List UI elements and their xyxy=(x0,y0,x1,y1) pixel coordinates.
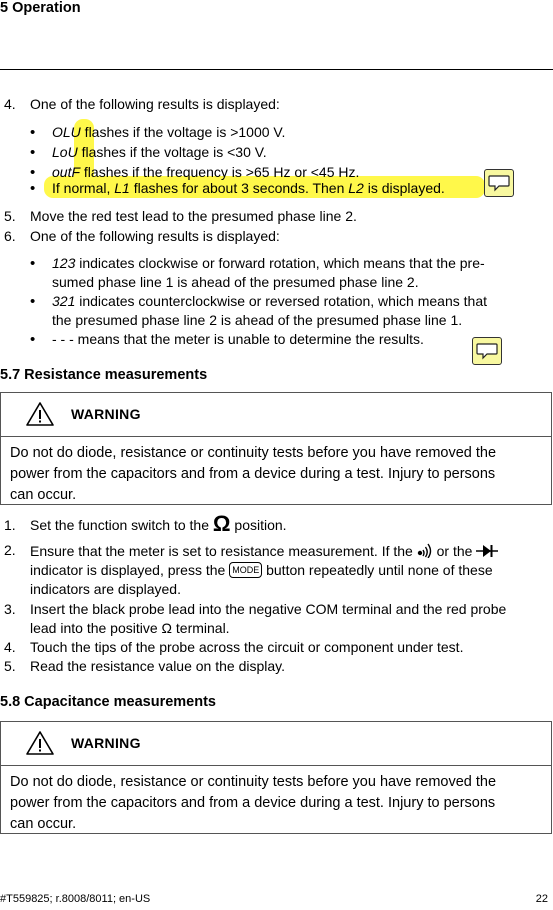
list-item-continuation: sumed phase line 1 is ahead of the presumed phase line 2. xyxy=(52,274,419,290)
list-item: LoU flashes if the voltage is <30 V. xyxy=(52,144,267,160)
display-code: LoU xyxy=(52,144,78,160)
warning-triangle-icon xyxy=(25,401,55,427)
warning-header xyxy=(1,722,551,766)
bullet-icon: • xyxy=(30,331,36,348)
step-text-continuation: indicators are displayed. xyxy=(30,581,181,597)
display-code: L2 xyxy=(348,180,364,196)
step-text: One of the following results is displayed: xyxy=(30,96,280,112)
bullet-icon: • xyxy=(30,293,36,310)
footer-doc-id: #T559825; r.8008/8011; en-US xyxy=(0,893,151,905)
bullet-icon: • xyxy=(30,124,36,141)
step-number: 2. xyxy=(4,542,16,558)
step-text: Touch the tips of the probe across the circuit or component under test. xyxy=(30,639,464,655)
warning-text: Do not do diode, resistance or continuity tests before you have removed the power from the capacitors and from a device during a test. Injury to persons can occur. xyxy=(10,774,497,832)
warning-header xyxy=(1,393,551,437)
display-code: L1 xyxy=(114,180,130,196)
omega-symbol-icon: Ω xyxy=(212,511,231,536)
bullet-icon: • xyxy=(30,180,36,197)
comment-note-icon[interactable] xyxy=(472,337,502,365)
step-number: 3. xyxy=(4,601,16,617)
step-text-continuation: lead into the positive Ω terminal. xyxy=(30,620,230,636)
mode-button-icon: MODE xyxy=(229,562,262,578)
warning-title: WARNING xyxy=(71,406,141,422)
list-item: - - - means that the meter is unable to determine the results. xyxy=(52,331,424,347)
display-code: OLU xyxy=(52,124,81,140)
continuity-sound-icon xyxy=(417,542,433,558)
step-text: Ensure that the meter is set to resistance measurement. If the or the xyxy=(30,542,498,560)
list-item: 123 indicates clockwise or forward rotation, which means that the pre- xyxy=(52,255,485,271)
section-heading: 5.7 Resistance measurements xyxy=(0,367,208,383)
omega-symbol-icon: Ω xyxy=(161,620,172,636)
section-heading: 5.8 Capacitance measurements xyxy=(0,694,216,710)
list-item-continuation: the presumed phase line 2 is ahead of the presumed phase line 1. xyxy=(52,312,463,328)
step-text: Set the function switch to the Ω position. xyxy=(30,511,287,536)
step-text: Insert the black probe lead into the negative COM terminal and the red probe xyxy=(30,601,507,617)
diode-icon xyxy=(476,544,498,558)
step-text: Move the red test lead to the presumed phase line 2. xyxy=(30,208,357,224)
warning-box xyxy=(0,392,552,505)
warning-triangle-icon xyxy=(25,730,55,756)
step-number: 4. xyxy=(4,639,16,655)
list-item: 321 indicates counterclockwise or reversed rotation, which means that xyxy=(52,293,487,309)
bullet-icon: • xyxy=(30,164,36,181)
step-number: 1. xyxy=(4,517,16,533)
warning-box xyxy=(0,721,552,834)
page-header-title: 5 Operation xyxy=(0,0,81,16)
list-item: outF flashes if the frequency is >65 Hz or <45 Hz. xyxy=(52,164,360,180)
step-text-continuation: indicator is displayed, press the MODE button repeatedly until none of these xyxy=(30,562,493,578)
step-text: One of the following results is displayed: xyxy=(30,228,280,244)
warning-title: WARNING xyxy=(71,735,141,751)
step-number: 5. xyxy=(4,208,16,224)
display-code: 123 xyxy=(52,255,76,271)
display-code: 321 xyxy=(52,293,76,309)
warning-text: Do not do diode, resistance or continuity tests before you have removed the power from the capacitors and from a device during a test. Injury to persons can occur. xyxy=(10,445,497,503)
step-number: 6. xyxy=(4,228,16,244)
list-item: OLU flashes if the voltage is >1000 V. xyxy=(52,124,286,140)
list-item: If normal, L1 flashes for about 3 seconds. Then L2 is displayed. xyxy=(52,180,445,196)
comment-note-icon[interactable] xyxy=(484,169,514,197)
footer-page-number: 22 xyxy=(535,893,548,905)
display-code: outF xyxy=(52,164,81,180)
header-divider xyxy=(0,69,553,70)
bullet-icon: • xyxy=(30,144,36,161)
step-text: Read the resistance value on the display. xyxy=(30,658,286,674)
bullet-icon: • xyxy=(30,255,36,272)
step-number: 4. xyxy=(4,96,16,112)
step-number: 5. xyxy=(4,658,16,674)
